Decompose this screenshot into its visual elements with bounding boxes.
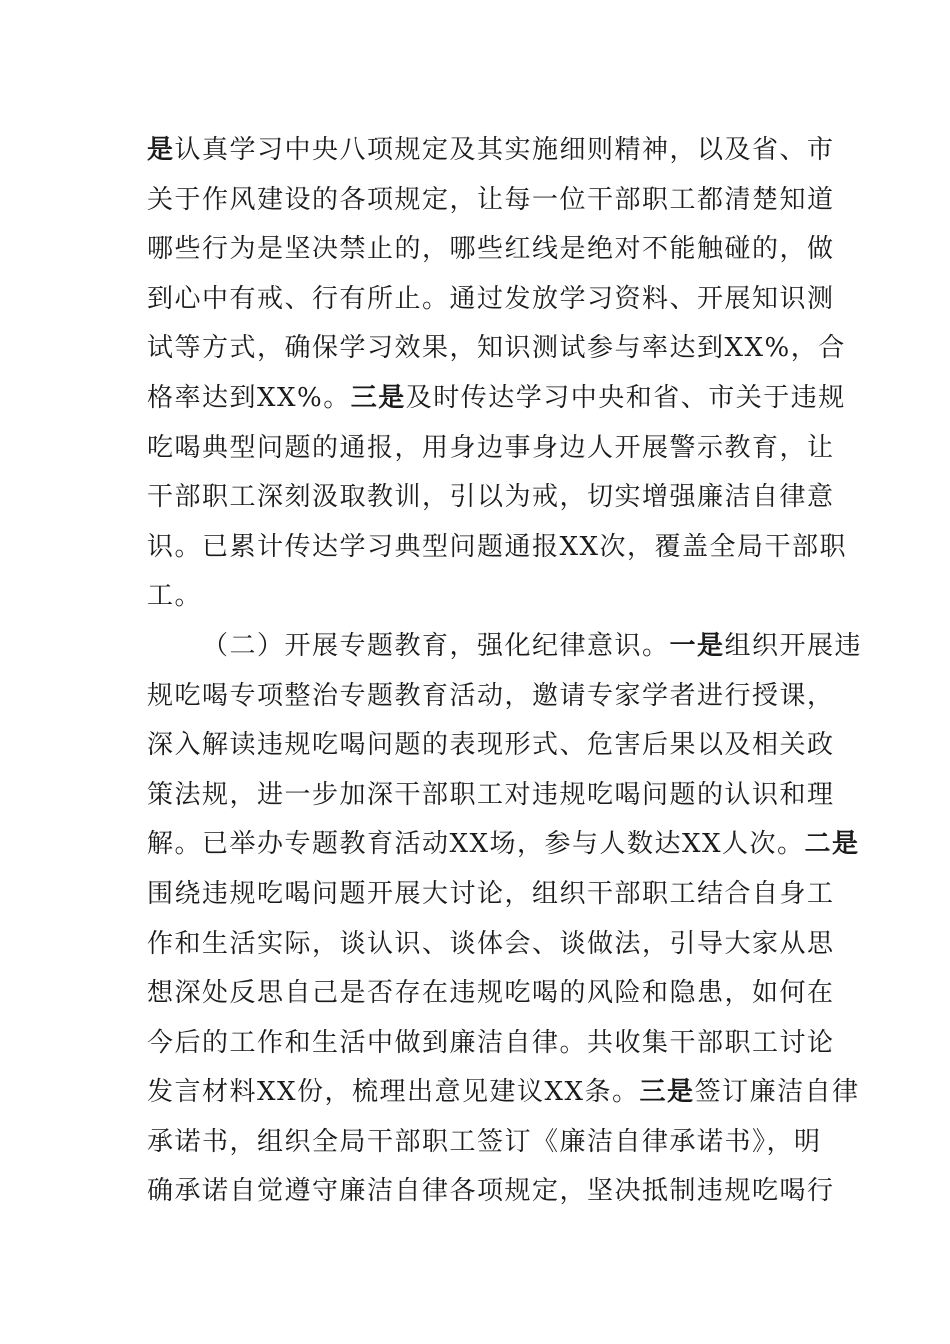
section-heading: （二）开展专题教育，强化纪律意识。 (202, 630, 670, 661)
line-text: 及时传达学习中央和省、市关于违规 (405, 382, 846, 413)
line-text: 试等方式，确保学习效果，知识测试参与率达到XX%，合 (147, 333, 846, 364)
line-text: 规吃喝专项整治专题教育活动，邀请专家学者进行授课， (147, 680, 835, 711)
text-line (147, 225, 835, 275)
line-text: 到心中有戒、行有所止。通过发放学习资料、开展知识测 (147, 283, 835, 314)
text-line (147, 1118, 822, 1168)
text-line (147, 1167, 835, 1217)
bold-lead: 二是 (804, 829, 860, 860)
text-line (147, 1019, 835, 1069)
line-text: 发言材料XX份，梳理出意见建议XX条。 (147, 1077, 640, 1108)
bold-lead: 三是 (639, 1077, 695, 1108)
line-text: 作和生活实际，谈认识、谈体会、谈做法，引导大家从思 (147, 928, 835, 959)
text-line (147, 820, 860, 870)
line-text: 工。 (147, 581, 203, 612)
line-text: 解。已举办专题教育活动XX场，参与人数达XX人次。 (147, 829, 805, 860)
text-line (147, 969, 835, 1019)
line-text: 吃喝典型问题的通报，用身边事身边人开展警示教育，让 (147, 432, 835, 463)
text-line (147, 424, 835, 474)
text-line (147, 1068, 860, 1118)
line-text: 今后的工作和生活中做到廉洁自律。共收集干部职工讨论 (147, 1027, 835, 1058)
text-line (147, 721, 835, 771)
line-text: 识。已累计传达学习典型问题通报XX次，覆盖全局干部职 (147, 531, 848, 562)
section-heading-line (147, 622, 863, 672)
line-text: 哪些行为是坚决禁止的，哪些红线是绝对不能触碰的，做 (147, 234, 835, 265)
text-line (147, 275, 835, 325)
line-text: 承诺书，组织全局干部职工签订《廉洁自律承诺书》，明 (147, 1126, 822, 1157)
line-text: 策法规，进一步加深干部职工对违规吃喝问题的认识和理 (147, 779, 835, 810)
text-line (147, 672, 835, 722)
line-text: 组织开展违 (724, 630, 863, 661)
text-line (147, 176, 835, 226)
text-line (147, 771, 835, 821)
line-text: 围绕违规吃喝问题开展大讨论，组织干部职工结合自身工 (147, 878, 835, 909)
text-line (147, 920, 835, 970)
text-line (147, 473, 835, 523)
line-text: 想深处反思自己是否存在违规吃喝的风险和隐患，如何在 (147, 978, 835, 1009)
text-line (147, 523, 848, 573)
text-line (147, 324, 846, 374)
line-text: 确承诺自觉遵守廉洁自律各项规定，坚决抵制违规吃喝行 (147, 1176, 835, 1207)
text-line (147, 572, 807, 622)
text-line (147, 870, 835, 920)
body-text (147, 126, 863, 1217)
line-text: 认真学习中央八项规定及其实施细则精神，以及省、市 (174, 135, 835, 165)
line-text: 深入解读违规吃喝问题的表现形式、危害后果以及相关政 (147, 730, 835, 761)
line-text: 格率达到XX%。 (147, 382, 351, 413)
line-text: 关于作风建设的各项规定，让每一位干部职工都清楚知道 (147, 184, 835, 215)
bold-lead: 是 (147, 135, 175, 165)
line-text: 签订廉洁自律 (694, 1077, 860, 1108)
line-text: 干部职工深刻汲取教训，引以为戒，切实增强廉洁自律意 (147, 482, 835, 513)
text-line (147, 126, 835, 176)
text-line (147, 374, 846, 424)
bold-lead: 一是 (669, 630, 725, 661)
bold-lead: 三是 (350, 382, 406, 413)
